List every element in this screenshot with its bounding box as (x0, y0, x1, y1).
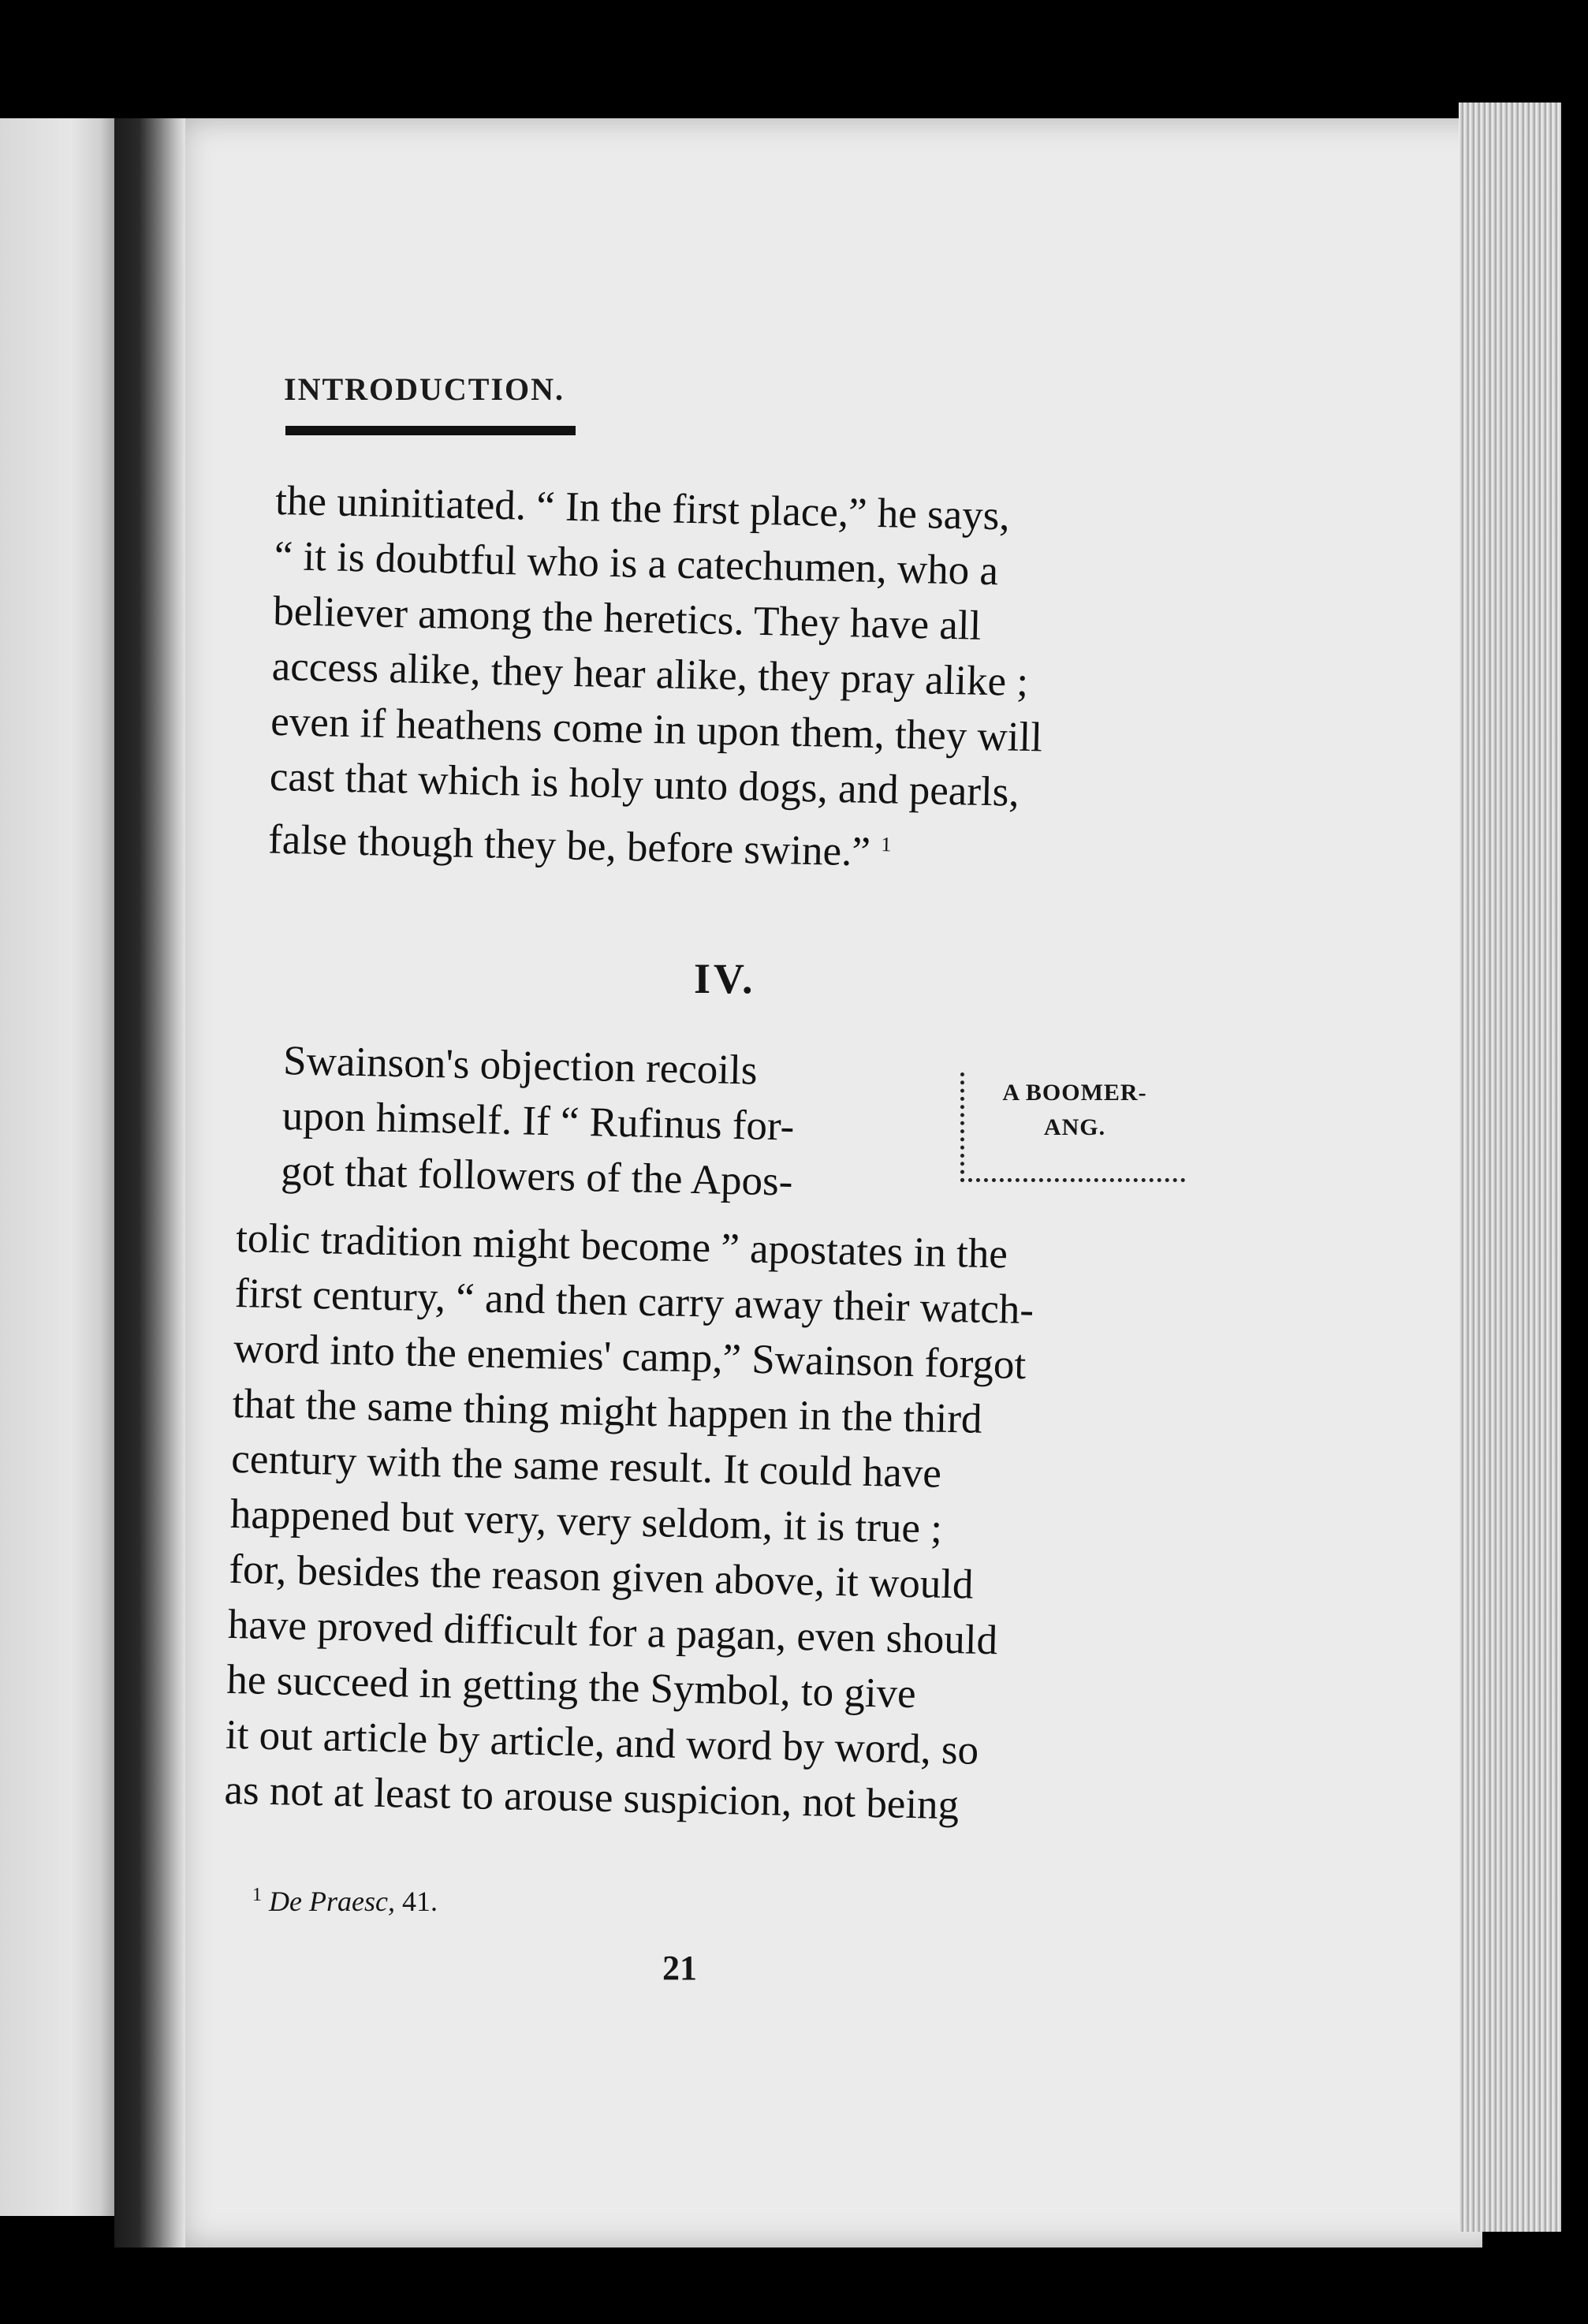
text-line: the uninitiated. “ In the first place,” he says, (274, 477, 1011, 539)
text-line: Swainson's objection recoils (282, 1037, 759, 1094)
text-line: century with the same result. It could have (230, 1435, 942, 1497)
left-page-edge (0, 118, 118, 2216)
sidenote-line: ANG. (1043, 1114, 1106, 1140)
paragraph-2-lead (281, 1033, 954, 1213)
footnote (252, 1885, 438, 1918)
paragraph-1 (268, 473, 1222, 887)
text-line: even if heathens come in upon them, they will (270, 698, 1043, 761)
text-line: upon himself. If “ Rufinus for- (281, 1092, 795, 1150)
text-line: as not at least to arouse suspicion, not being (224, 1766, 960, 1829)
header-rule (285, 426, 576, 435)
text-line: it out article by article, and word by word, so (225, 1711, 979, 1774)
section-number: IV. (694, 955, 756, 1002)
text-line: got that followers of the Apos- (280, 1147, 793, 1205)
text-line: that the same thing might happen in the third (232, 1380, 983, 1442)
text-line: for, besides the reason given above, it would (228, 1546, 975, 1608)
footnote-number: 41. (401, 1886, 438, 1917)
sidenote-line: A BOOMER- (1002, 1080, 1147, 1106)
text-line: “ it is doubtful who is a catechumen, who a (274, 532, 999, 595)
marginal-sidenote (960, 1072, 1185, 1182)
text-line: access alike, they hear alike, they pray alike ; (271, 643, 1029, 706)
page-stack-edge (1459, 103, 1561, 2232)
paragraph-2 (224, 1210, 1198, 1837)
footnote-reference: 1 (881, 833, 892, 856)
footnote-source: De Praesc, (269, 1886, 395, 1917)
text-line: believer among the heretics. They have all (272, 588, 982, 649)
footnote-marker: 1 (252, 1885, 262, 1905)
text-line: first century, “ and then carry away their watch- (234, 1270, 1034, 1334)
text-line: word into the enemies' camp,” Swainson forgot (233, 1325, 1027, 1389)
text-line: have proved difficult for a pagan, even should (227, 1601, 998, 1664)
running-head: INTRODUCTION. (284, 371, 565, 407)
text-line: tolic tradition might become ” apostates in the (235, 1214, 1008, 1278)
text-line: happened but very, very seldom, it is true ; (229, 1490, 943, 1552)
text-line: he succeed in getting the Symbol, to give (226, 1656, 917, 1718)
binding-gutter (114, 118, 185, 2248)
page-number: 21 (662, 1949, 697, 1987)
text-line: cast that which is holy unto dogs, and pearls, (269, 753, 1020, 815)
text-line: false though they be, before swine.” (267, 816, 871, 875)
